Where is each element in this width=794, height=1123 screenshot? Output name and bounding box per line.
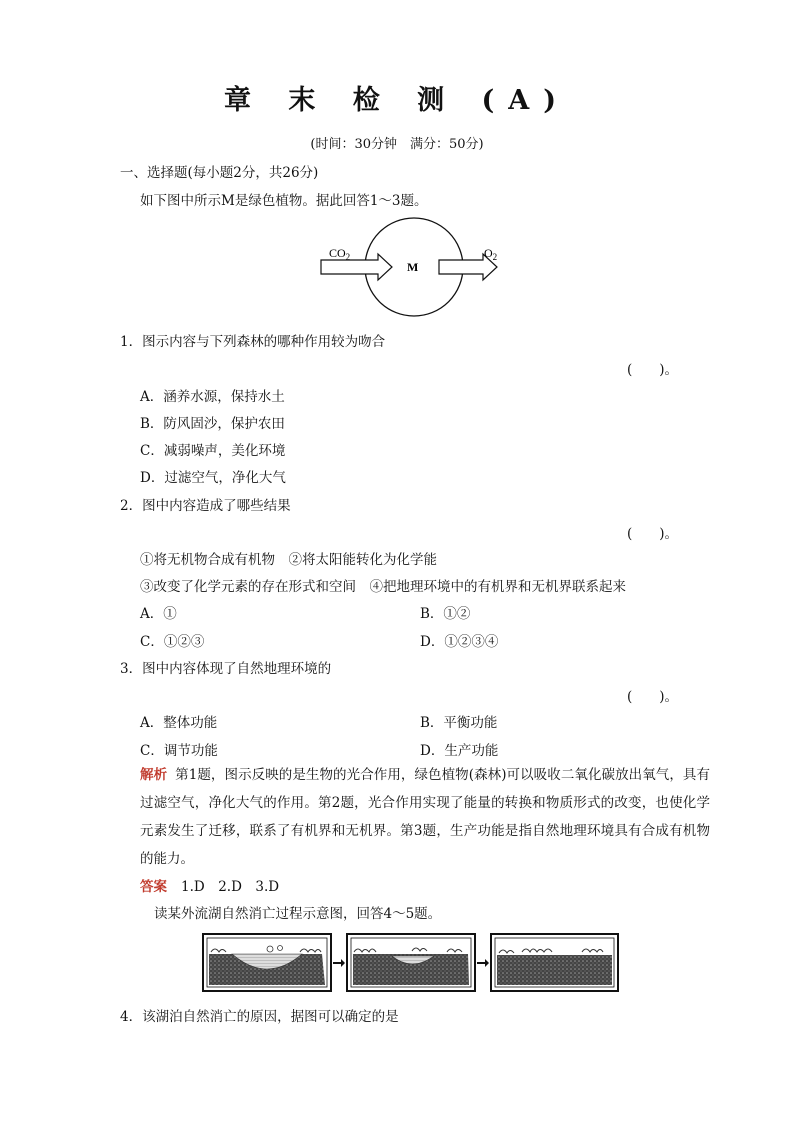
- q2-option-c: C．①②③: [140, 634, 205, 650]
- lake-process-figure: [202, 932, 620, 994]
- q2-stem: 2．图中内容造成了哪些结果: [120, 498, 291, 514]
- m-label: M: [407, 260, 419, 274]
- q2-statement-2: ③改变了化学元素的存在形式和空间 ④把地理环境中的有机界和无机界联系起来: [140, 579, 626, 595]
- q2-option-a: A．①: [140, 606, 177, 622]
- analysis-block: [140, 761, 710, 873]
- o2-label: $O_2$: [484, 246, 498, 262]
- lake-panel-1: [203, 934, 331, 991]
- q1-option-c: C．减弱噪声，美化环境: [140, 443, 286, 459]
- q1-stem: 1．图示内容与下列森林的哪种作用较为吻合: [120, 334, 386, 350]
- q3-stem: 3．图中内容体现了自然地理环境的: [120, 661, 332, 677]
- analysis-label: 解析: [140, 767, 168, 783]
- q1-paren: ( )。: [627, 362, 679, 378]
- q2-option-b: B．①②: [420, 606, 471, 622]
- answer-block: [140, 875, 279, 895]
- q3-paren: ( )。: [627, 689, 679, 705]
- intro-text-1: 如下图中所示M是绿色植物。据此回答1～3题。: [140, 193, 428, 209]
- q1-option-a: A．涵养水源，保持水土: [140, 389, 285, 405]
- page-title: 章 末 检 测 (A): [223, 85, 571, 116]
- section-heading: 一、选择题(每小题2分，共26分): [120, 165, 319, 181]
- stage-arrow-2: [477, 959, 489, 967]
- stage-arrow-1: [333, 959, 345, 967]
- analysis-text: 第1题，图示反映的是生物的光合作用，绿色植物(森林)可以吸收二氧化碳放出氧气，具有过滤空气，净化大气的作用。第2题，光合作用实现了能量的转换和物质形式的改变，也使化学元素发生了迁移，联系了有机界和无机界。第3题，生产功能是指自然地理环境具有合成有机物的能力。: [140, 767, 711, 867]
- intro-text-2: 读某外流湖自然消亡过程示意图，回答4～5题。: [154, 906, 442, 922]
- q1-option-b: B．防风固沙，保护农田: [140, 416, 285, 432]
- q2-statement-1: ①将无机物合成有机物 ②将太阳能转化为化学能: [140, 552, 437, 568]
- q2-paren: ( )。: [627, 526, 679, 542]
- answer-text: 1.D 2.D 3.D: [181, 879, 280, 895]
- photosynthesis-diagram: [318, 217, 508, 317]
- q2-option-d: D．①②③④: [420, 634, 499, 650]
- answer-label: 答案: [140, 879, 167, 895]
- co2-label: $CO_2$: [329, 246, 351, 262]
- exam-meta: (时间：30分钟 满分：50分): [310, 137, 484, 152]
- q3-option-a: A．整体功能: [140, 715, 218, 731]
- q4-stem: 4．该湖泊自然消亡的原因，据图可以确定的是: [120, 1009, 399, 1025]
- q3-option-d: D．生产功能: [420, 743, 499, 759]
- lake-panel-2: [347, 934, 475, 991]
- q1-option-d: D．过滤空气，净化大气: [140, 470, 286, 486]
- lake-panel-3: [491, 934, 618, 991]
- q3-option-b: B．平衡功能: [420, 715, 498, 731]
- q3-option-c: C．调节功能: [140, 743, 218, 759]
